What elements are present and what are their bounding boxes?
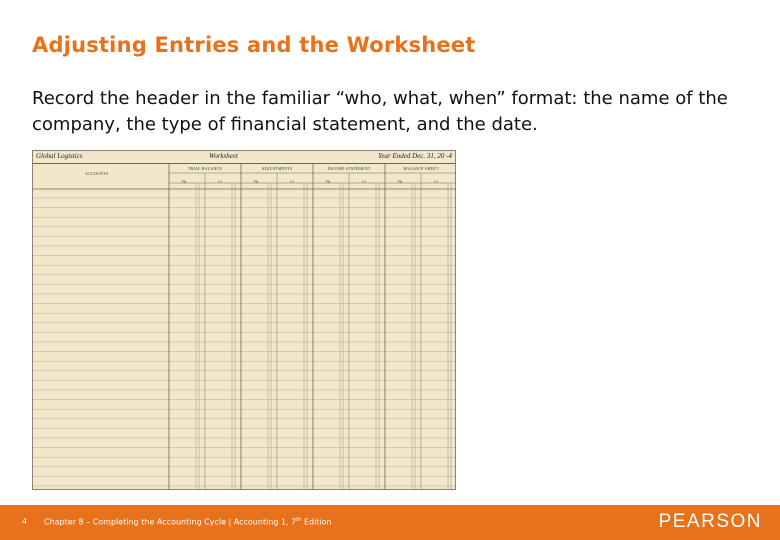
chapter-caption xyxy=(44,517,332,527)
worksheet-dr-label: Dr xyxy=(326,179,331,184)
worksheet-section-label: TRIAL BALANCE xyxy=(187,166,223,171)
worksheet-statement-type: Worksheet xyxy=(209,152,238,160)
page-number: 4 xyxy=(22,517,28,526)
worksheet-dr-label: Dr xyxy=(254,179,259,184)
footer-bar xyxy=(0,505,780,540)
chapter-caption-text: Chapter 8 – Completing the Accounting Cycle | Accounting 1, 7 xyxy=(44,517,297,527)
worksheet-ruling xyxy=(33,151,456,490)
worksheet-accounts-label: ACCOUNTS xyxy=(85,171,109,176)
worksheet-cr-label: Cr xyxy=(434,179,438,184)
chapter-caption-sup: th xyxy=(296,517,302,523)
worksheet-section-label: ADJUSTMENTS xyxy=(261,166,293,171)
worksheet-section-label: BALANCE SHEET xyxy=(403,166,439,171)
chapter-caption-tail: Edition xyxy=(301,517,332,527)
worksheet-dr-label: Dr xyxy=(182,179,187,184)
slide-body-text: Record the header in the familiar “who, what, when” format: the name of the company, the type of financial statement, and the date. xyxy=(32,88,728,135)
worksheet-image xyxy=(32,150,456,490)
worksheet-cr-label: Cr xyxy=(290,179,294,184)
worksheet-section-label: INCOME STATEMENT xyxy=(327,166,371,171)
worksheet-cr-label: Cr xyxy=(218,179,222,184)
worksheet-cr-label: Cr xyxy=(362,179,366,184)
worksheet-company-name: Global Logistics xyxy=(36,152,83,160)
slide-title: Adjusting Entries and the Worksheet xyxy=(32,33,476,57)
pearson-logo: PEARSON xyxy=(658,511,762,532)
worksheet-dr-label: Dr xyxy=(398,179,403,184)
worksheet-date: Year Ended Dec. 31, 20 -4 xyxy=(378,152,452,160)
